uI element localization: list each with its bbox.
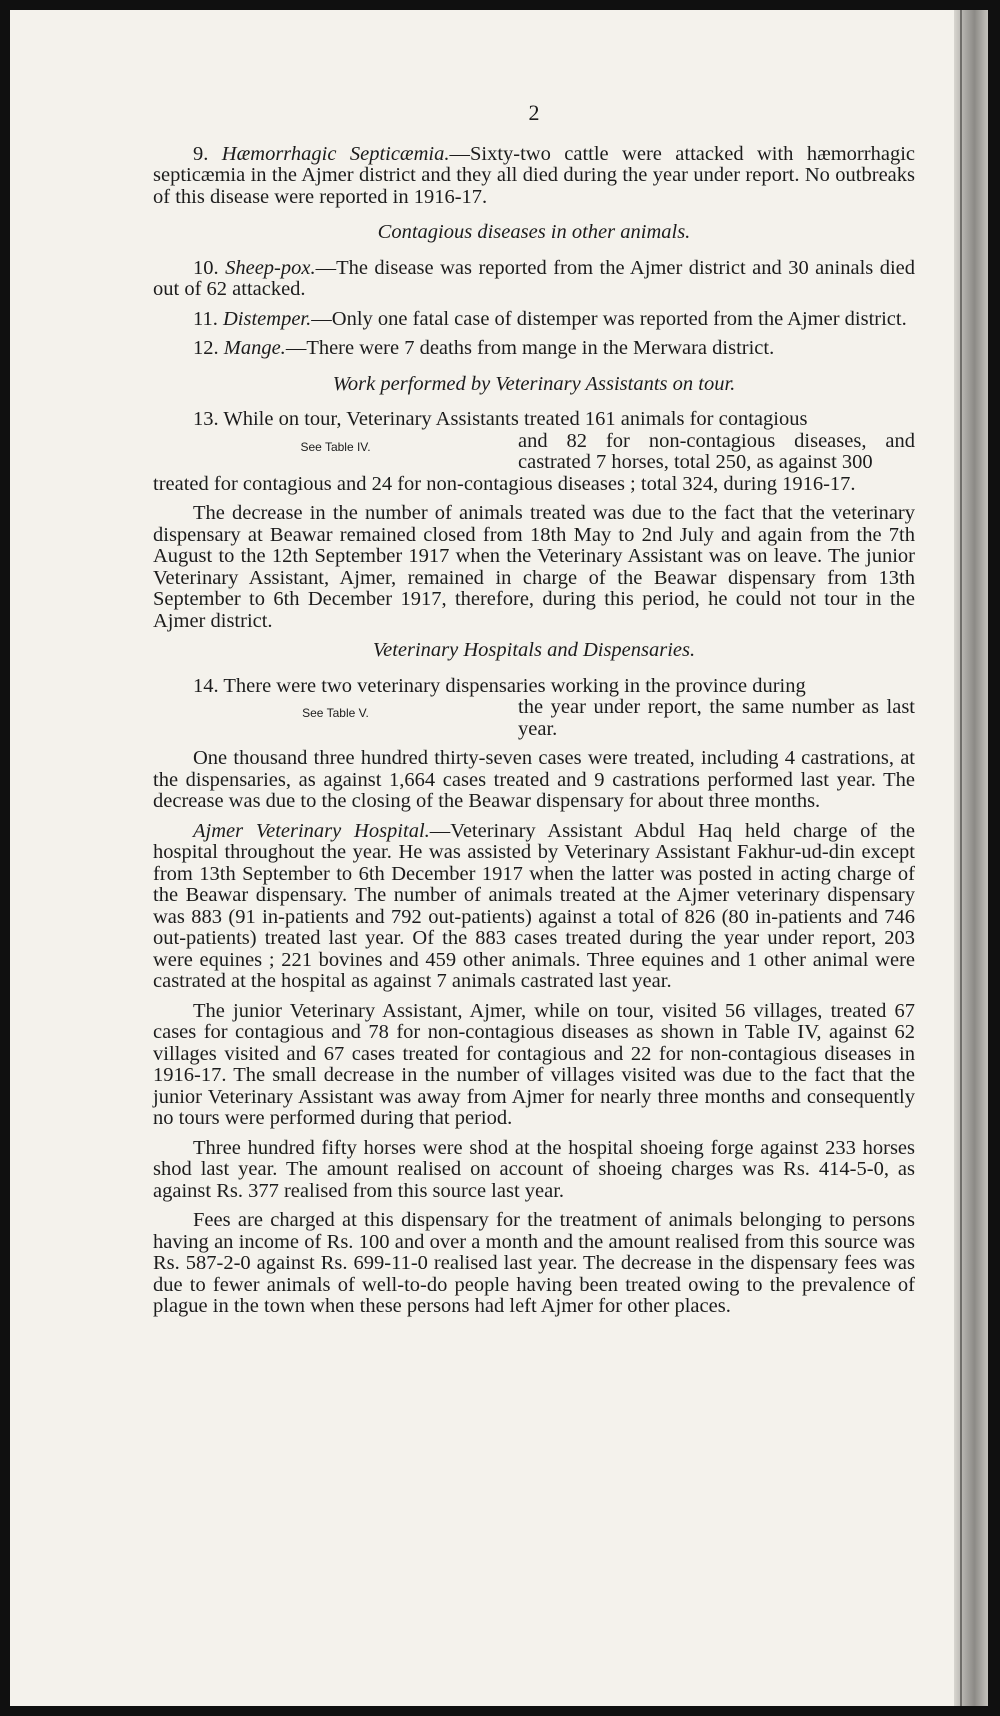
paragraph-14-cases: One thousand three hundred thirty-seven cases were treated, including 4 castrations, at the dispensaries, as against 1,664 cases treated and 9 castrations performed last year. The decrease was due to the closing of the Beawar dispensary for about three months.: [153, 747, 915, 812]
paragraph-ajmer-hospital: [153, 821, 915, 993]
sidenote-table-v: See Table V.: [302, 706, 369, 720]
heading-contagious-diseases: Contagious diseases in other animals.: [377, 221, 691, 243]
paragraph-14-first-line: 14. There were two veterinary dispensaries working in the province during: [193, 674, 806, 697]
paragraph-10-title: Sheep-pox.: [225, 256, 316, 279]
paragraph-14: [153, 676, 915, 741]
paragraph-11: [153, 309, 915, 331]
paragraph-14-right-text: the year under report, the same number as last year.: [518, 696, 915, 740]
paragraph-13-right-text: and 82 for non-contagious diseases, and castrated 7 horses, total 250, as against 300: [518, 429, 915, 473]
paragraph-9-title: Hæmorrhagic Septicæmia.: [221, 142, 450, 165]
paragraph-junior-assistant: The junior Veterinary Assistant, Ajmer, while on tour, visited 56 villages, treated 67 cases for contagious and 78 for non-contagious diseases as shown in Table IV, against 62 villages visited and 67 cases treated for contagious and 22 for non-contagious diseases in 1916-17. The small decrease in the number of villages visited was due to the fact that the junior Veterinary Assistant was away from Ajmer for nearly three months and consequently no tours were performed during that period.: [153, 999, 915, 1129]
paragraph-11-number: 11.: [193, 307, 218, 330]
page-number: 2: [528, 100, 540, 125]
ajmer-hospital-text: —Veterinary Assistant Abdul Haq held charge of the hospital throughout the year. He was assisted by Veterinary Assistant Fakhur-ud-din except from 13th September to 6th December 1917 when the latter was posted in acting charge of the Beawar dispensary. The number of animals treated at the Ajmer veterinary dispensary was 883 (91 in-patients and 792 out-patients) against a total of 826 (80 in-patients and 746 out-patients) treated last year. Of the 883 cases treated during the year under report, 203 were equines ; 221 bovines and 459 other animals. Three equines and 1 other animal were castrated at the hospital as against 7 animals castrated last year.: [153, 819, 915, 992]
ajmer-hospital-title: Ajmer Veterinary Hospital.: [193, 819, 430, 842]
paragraph-13-first-line: 13. While on tour, Veterinary Assistants treated 161 animals for contagious: [193, 408, 808, 430]
paragraph-10-text: —The disease was reported from the Ajmer district and 30 aninals died out of 62 attacked.: [153, 256, 915, 300]
paragraph-12-title: Mange.: [223, 337, 286, 359]
paragraph-shoeing-forge: Three hundred fifty horses were shod at the hospital shoeing forge against 233 horses shod last year. The amount realised on account of shoeing charges was Rs. 414-5-0, as against Rs. 377 realised from this source last year.: [153, 1136, 915, 1202]
binding-edge: [954, 10, 988, 1706]
paragraph-10-number: 10.: [193, 256, 219, 279]
paragraph-fees: Fees are charged at this dispensary for the treatment of animals belonging to persons having an income of Rs. 100 and over a month and the amount realised from this source was Rs. 587-2-0 against Rs. 699-11-0 realised last year. The decrease in the dispensary fees was due to fewer animals of well-to-do people having been treated owing to the prevalence of plague in the town when these persons had left Ajmer for other places.: [153, 1209, 915, 1317]
paragraph-13-continuation: treated for contagious and 24 for non-contagious diseases ; total 324, during 1916-17.: [153, 472, 856, 495]
paragraph-11-text: —Only one fatal case of distemper was reported from the Ajmer district.: [311, 307, 907, 330]
heading-work-performed: Work performed by Veterinary Assistants on tour.: [332, 372, 736, 395]
paragraph-11-title: Distemper.: [223, 307, 312, 330]
paragraph-13-decrease: The decrease in the number of animals treated was due to the fact that the veterinary dispensary at Beawar remained closed from 18th May to 2nd July and again from the 7th August to the 12th September 1917 when the Veterinary Assistant was on leave. The junior Veterinary Assistant, Ajmer, remained in charge of the Beawar dispensary from 13th September to 6th December 1917, therefore, during this period, he could not tour in the Ajmer district.: [153, 502, 915, 632]
paragraph-13-side-row: [153, 431, 915, 474]
paragraph-14-side-row: [153, 697, 915, 740]
paragraph-12-number: 12.: [193, 337, 219, 359]
scanned-page: [10, 10, 988, 1706]
paragraph-12: [153, 338, 915, 360]
paragraph-12-text: —There were 7 deaths from mange in the Merwara district.: [285, 337, 775, 359]
paragraph-9-text: —Sixty-two cattle were attacked with hæmorrhagic septicæmia in the Ajmer district and they all died during the year under report. No outbreaks of this disease were reported in 1916-17.: [153, 142, 915, 208]
page-content: [153, 102, 915, 1326]
heading-hospitals: Veterinary Hospitals and Dispensaries.: [372, 639, 696, 661]
paragraph-9: [153, 144, 915, 209]
paragraph-9-number: 9.: [193, 142, 209, 165]
sidenote-table-iv: See Table IV.: [300, 439, 371, 454]
paragraph-10: [153, 258, 915, 301]
paragraph-13: [153, 409, 915, 495]
